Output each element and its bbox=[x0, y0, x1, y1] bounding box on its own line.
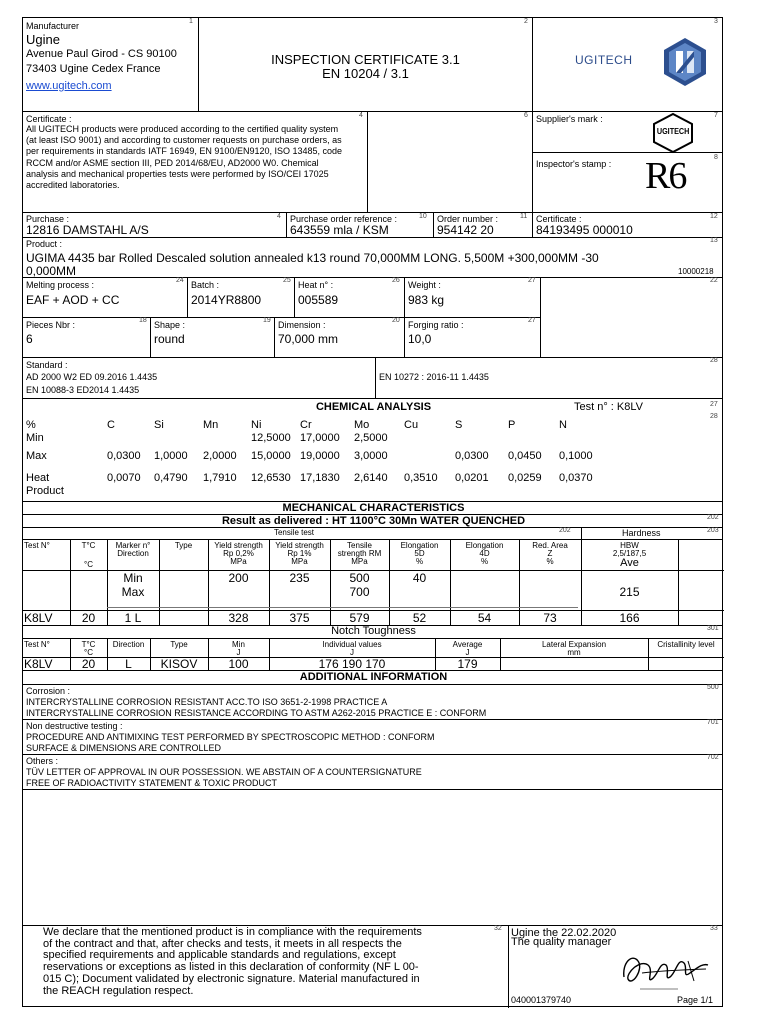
field-number: 10 bbox=[419, 213, 427, 220]
field-number: 28 bbox=[710, 413, 718, 420]
notch-col-average-unit: J bbox=[465, 648, 470, 657]
certificate-statement-text: All UGITECH products were produced according to the certified quality system (at least ISO 9001) and according to customer requests on purchase orders, as per requirements in standards IATF 16949, EN 9100/EN9120, ISO 13485, code RCCM and/or ASME section III, PED 2014/68/EU, AD2000 W0. Chemical analysis and mechanical properties tests were performed by ISO/CEI 17025 accredited laboratories. bbox=[26, 124, 343, 191]
chem-heat-label: Heat bbox=[26, 472, 50, 484]
heat-number-label: Heat n° : bbox=[298, 280, 334, 290]
notch-col-lateral-expansion-unit: mm bbox=[567, 648, 581, 657]
field-number: 11 bbox=[520, 213, 528, 220]
chem-max-label: Max bbox=[26, 450, 47, 462]
company-address-line2: 73403 Ugine Cedex France bbox=[26, 63, 161, 75]
col-tensile-unit: MPa bbox=[351, 557, 368, 566]
col-red-area: Red. Area bbox=[532, 541, 568, 550]
col-yield-02-sub: Rp 0,2% bbox=[223, 549, 254, 558]
col-yield-1: Yield strength bbox=[275, 541, 324, 550]
chem-heat-value: 0,3510 bbox=[404, 472, 438, 484]
field-number: 7 bbox=[714, 112, 718, 119]
additional-info-title: ADDITIONAL INFORMATION bbox=[299, 671, 448, 683]
others-line1: TÜV LETTER OF APPROVAL IN OUR POSSESSION. WE ABSTAIN OF A COUNTERSIGNATURE bbox=[26, 767, 422, 777]
field-number: 500 bbox=[707, 684, 719, 691]
forging-ratio-label: Forging ratio : bbox=[408, 320, 464, 330]
shape-value: round bbox=[154, 332, 185, 346]
col-test-number: Test N° bbox=[24, 541, 50, 550]
notch-col-temperature: T°C bbox=[81, 640, 96, 649]
ndt-label: Non destructive testing : bbox=[26, 721, 123, 731]
col-tensile: Tensile bbox=[347, 541, 372, 550]
mech-min-label: Min bbox=[123, 571, 143, 585]
standard-line2: EN 10088-3 ED2014 1.4435 bbox=[26, 385, 140, 395]
certificate-number-label: Certificate : bbox=[536, 214, 582, 224]
others-label: Others : bbox=[26, 756, 59, 766]
corrosion-label: Corrosion : bbox=[26, 686, 71, 696]
notch-result-test-number: K8LV bbox=[24, 657, 53, 671]
chem-max-value: 1,0000 bbox=[154, 450, 188, 462]
order-number-label: Order number : bbox=[437, 214, 499, 224]
chem-max-value: 2,0000 bbox=[203, 450, 237, 462]
ugitech-logo-icon bbox=[663, 37, 707, 87]
notch-col-average: Average bbox=[452, 640, 483, 649]
page-number: Page 1/1 bbox=[677, 995, 714, 1005]
inspectors-stamp-text: R6 bbox=[645, 155, 686, 197]
chem-heat-value: 2,6140 bbox=[354, 472, 388, 484]
pieces-number-value: 6 bbox=[26, 332, 33, 346]
chem-heat-value: 17,1830 bbox=[300, 472, 340, 484]
purchase-order-label: Purchase order reference : bbox=[290, 214, 398, 224]
chem-min-label: Min bbox=[26, 432, 44, 444]
notch-result-average: 179 bbox=[457, 657, 478, 671]
chem-element-header: N bbox=[559, 419, 567, 431]
notch-result-direction: L bbox=[125, 657, 132, 671]
field-number: 1 bbox=[189, 18, 193, 25]
standard-label: Standard : bbox=[26, 360, 68, 370]
field-number: 24 bbox=[176, 277, 184, 284]
field-number: 301 bbox=[707, 625, 719, 632]
notch-col-cristallinity: Cristallinity level bbox=[657, 640, 715, 649]
certificate-title: INSPECTION CERTIFICATE 3.1 bbox=[271, 52, 460, 67]
mech-max-label: Max bbox=[121, 585, 145, 599]
notch-col-direction: Direction bbox=[112, 640, 145, 649]
notch-col-min: Min bbox=[232, 640, 245, 649]
company-website-link[interactable]: www.ugitech.com bbox=[26, 80, 112, 92]
suppliers-mark-label: Supplier's mark : bbox=[536, 114, 603, 124]
melting-process-value: EAF + AOD + CC bbox=[26, 293, 120, 307]
field-number: 20 bbox=[392, 317, 400, 324]
chem-element-header: Cr bbox=[300, 419, 312, 431]
col-hbw: HBW bbox=[620, 541, 639, 550]
mech-result-tensile: 579 bbox=[349, 611, 370, 625]
chem-heat-value: 0,0070 bbox=[107, 472, 141, 484]
dimension-value: 70,000 mm bbox=[278, 332, 339, 346]
chemical-test-number: Test n° : K8LV bbox=[574, 401, 644, 413]
corrosion-line2: INTERCRYSTALLINE CORROSION RESISTANCE ACCORDING TO ASTM A262-2015 PRACTICE E : CONFORM bbox=[26, 708, 487, 718]
notch-col-lateral-expansion: Lateral Expansion bbox=[541, 640, 607, 649]
field-number: 8 bbox=[714, 154, 718, 161]
batch-value: 2014YR8800 bbox=[191, 293, 262, 307]
chem-heat-value: 1,7910 bbox=[203, 472, 237, 484]
ndt-line2: SURFACE & DIMENSIONS ARE CONTROLLED bbox=[26, 743, 222, 753]
others-line2: FREE OF RADIOACTIVITY STATEMENT & TOXIC PRODUCT bbox=[26, 778, 278, 788]
field-number: 701 bbox=[707, 719, 719, 726]
mech-min-yield-02: 200 bbox=[228, 571, 249, 585]
mech-result-yield-1: 375 bbox=[289, 611, 310, 625]
mech-result-elong-4d: 54 bbox=[477, 611, 492, 625]
col-temperature: T°C bbox=[81, 541, 96, 550]
chem-max-value: 0,0300 bbox=[455, 450, 489, 462]
mech-result-elong-5d: 52 bbox=[412, 611, 427, 625]
chem-min-value: 2,5000 bbox=[354, 432, 388, 444]
pieces-number-label: Pieces Nbr : bbox=[26, 320, 76, 330]
field-number: 27 bbox=[528, 317, 536, 324]
company-address-line1: Avenue Paul Girod - CS 90100 bbox=[26, 48, 177, 60]
col-marker: Marker n° bbox=[115, 541, 151, 550]
col-elong-4d-sub: 4D bbox=[479, 549, 490, 558]
forging-ratio-value: 10,0 bbox=[408, 332, 432, 346]
mech-max-tensile: 700 bbox=[349, 585, 370, 599]
ugitech-logo-text: UGITECH bbox=[575, 53, 633, 67]
certificate-statement-label: Certificate : bbox=[26, 114, 72, 124]
purchase-order-value: 643559 mla / KSM bbox=[290, 223, 389, 237]
col-tensile-sub: strength RM bbox=[337, 549, 382, 558]
chem-element-header: Ni bbox=[251, 419, 262, 431]
col-red-area-sub: Z bbox=[547, 549, 553, 558]
certificate-page bbox=[22, 17, 723, 1007]
mech-result-temperature: 20 bbox=[81, 611, 96, 625]
weight-value: 983 kg bbox=[408, 293, 445, 307]
mech-max-hbw: 215 bbox=[619, 585, 640, 599]
field-number: 4 bbox=[277, 213, 281, 220]
suppliers-mark-text: UGITECH bbox=[656, 126, 690, 136]
standard-line1: AD 2000 W2 ED 09.2016 1.4435 bbox=[26, 372, 158, 382]
chem-max-value: 19,0000 bbox=[300, 450, 340, 462]
field-number: 3 bbox=[714, 18, 718, 25]
notch-toughness-title: Notch Toughness bbox=[331, 625, 416, 637]
col-elong-5d-unit: % bbox=[415, 557, 424, 566]
col-yield-1-unit: MPa bbox=[291, 557, 308, 566]
field-number: 26 bbox=[392, 277, 400, 284]
mech-min-elong-5d: 40 bbox=[412, 571, 427, 585]
notch-col-temperature-unit: °C bbox=[84, 648, 93, 657]
col-elong-5d-sub: 5D bbox=[414, 549, 425, 558]
mech-result-yield-02: 328 bbox=[228, 611, 249, 625]
field-number: 12 bbox=[710, 213, 718, 220]
place-date: Ugine the 22.02.2020 bbox=[511, 927, 617, 939]
product-label: Product : bbox=[26, 239, 63, 249]
certificate-number-value: 84193495 000010 bbox=[536, 223, 633, 237]
field-number: 18 bbox=[139, 317, 147, 324]
chem-max-value: 15,0000 bbox=[251, 450, 291, 462]
percent-label: % bbox=[26, 419, 36, 431]
mech-result-marker: 1 L bbox=[124, 611, 142, 625]
quality-manager-label: The quality manager bbox=[511, 936, 612, 948]
corrosion-line1: INTERCRYSTALLINE CORROSION RESISTANT ACC.TO ISO 3651-2-1998 PRACTICE A bbox=[26, 697, 388, 707]
field-number: 19 bbox=[263, 317, 271, 324]
chem-element-header: C bbox=[107, 419, 115, 431]
col-elong-4d: Elongation bbox=[465, 541, 504, 550]
product-description-line1: UGIMA 4435 bar Rolled Descaled solution annealed k13 round 70,000MM LONG. 5,500M +300,000MM -30 bbox=[26, 251, 599, 265]
chem-element-header: P bbox=[508, 419, 516, 431]
mechanical-result-delivered: Result as delivered : HT 1100°C 30Mn WATER QUENCHED bbox=[221, 515, 526, 527]
hardness-label: Hardness bbox=[622, 528, 661, 538]
product-description-line2: 0,000MM bbox=[26, 264, 77, 278]
field-number: 702 bbox=[707, 754, 719, 761]
field-number: 6 bbox=[524, 112, 528, 119]
product-code: 10000218 bbox=[678, 267, 714, 276]
col-hbw-ave: Ave bbox=[620, 557, 639, 569]
field-number: 202 bbox=[707, 514, 719, 521]
col-red-area-unit: % bbox=[546, 557, 554, 566]
mechanical-title: MECHANICAL CHARACTERISTICS bbox=[282, 502, 465, 514]
chem-element-header: Mn bbox=[203, 419, 219, 431]
chem-heat-value: 0,4790 bbox=[154, 472, 188, 484]
chem-min-value: 17,0000 bbox=[300, 432, 340, 444]
col-direction: Direction bbox=[117, 549, 149, 558]
weight-label: Weight : bbox=[408, 280, 441, 290]
chem-max-value: 0,1000 bbox=[559, 450, 593, 462]
quality-manager-signature bbox=[618, 943, 713, 993]
field-number: 27 bbox=[528, 277, 536, 284]
field-number: 13 bbox=[710, 237, 718, 244]
melting-process-label: Melting process : bbox=[26, 280, 95, 290]
chem-element-header: Si bbox=[154, 419, 164, 431]
mech-result-test-number: K8LV bbox=[24, 611, 53, 625]
col-yield-02: Yield strength bbox=[214, 541, 263, 550]
field-number: 22 bbox=[710, 277, 718, 284]
dimension-label: Dimension : bbox=[278, 320, 326, 330]
notch-col-individual: Individual values bbox=[322, 640, 382, 649]
notch-result-min: 100 bbox=[228, 657, 249, 671]
heat-number-value: 005589 bbox=[298, 293, 339, 307]
company-name: Ugine bbox=[26, 32, 60, 47]
ndt-line1: PROCEDURE AND ANTIMIXING TEST PERFORMED BY SPECTROSCOPIC METHOD : CONFORM bbox=[26, 732, 435, 742]
standard-right: EN 10272 : 2016-11 1.4435 bbox=[379, 372, 489, 382]
field-number: 25 bbox=[283, 277, 291, 284]
chem-element-header: Mo bbox=[354, 419, 370, 431]
certificate-standard: EN 10204 / 3.1 bbox=[322, 66, 409, 81]
chem-max-value: 0,0300 bbox=[107, 450, 141, 462]
mech-min-tensile: 500 bbox=[349, 571, 370, 585]
col-yield-1-sub: Rp 1% bbox=[287, 549, 312, 558]
batch-label: Batch : bbox=[191, 280, 220, 290]
col-temperature-unit: °C bbox=[84, 560, 93, 569]
chem-min-value: 12,5000 bbox=[251, 432, 291, 444]
field-number: 33 bbox=[710, 925, 718, 932]
field-number: 4 bbox=[359, 112, 363, 119]
notch-col-test-number: Test N° bbox=[24, 640, 50, 649]
declaration-text: We declare that the mentioned product is in compliance with the requirements of the contract and that, after checks and tests, it meets in all respects the specified requirements and applicable standards and regulations, except reservations or exceptions as listed in this declaration of conformity (NF L 00-015 C); Document validated by electronic signature. Material manufactured in the REACH regulation respect. bbox=[43, 926, 422, 997]
purchase-value: 12816 DAMSTAHL A/S bbox=[26, 223, 149, 237]
purchase-label: Purchase : bbox=[26, 214, 70, 224]
chem-heat-value: 0,0370 bbox=[559, 472, 593, 484]
field-number: 202 bbox=[559, 527, 571, 534]
notch-result-individual: 176 190 170 bbox=[318, 657, 386, 671]
chem-max-value: 0,0450 bbox=[508, 450, 542, 462]
mech-result-red-area: 73 bbox=[543, 611, 557, 625]
field-number: 2 bbox=[524, 18, 528, 25]
col-elong-4d-unit: % bbox=[480, 557, 489, 566]
chem-max-value: 3,0000 bbox=[354, 450, 388, 462]
mech-result-hbw: 166 bbox=[619, 611, 640, 625]
manufacturer-label: Manufacturer bbox=[26, 21, 80, 31]
col-hbw-sub: 2,5/187,5 bbox=[612, 549, 647, 558]
mech-min-yield-1: 235 bbox=[289, 571, 310, 585]
col-type: Type bbox=[174, 541, 193, 550]
chemical-analysis-title: CHEMICAL ANALYSIS bbox=[315, 401, 432, 413]
field-number: 28 bbox=[710, 357, 718, 364]
col-elong-5d: Elongation bbox=[400, 541, 439, 550]
inspectors-stamp-label: Inspector's stamp : bbox=[536, 159, 612, 169]
notch-col-min-unit: J bbox=[236, 648, 241, 657]
notch-result-temperature: 20 bbox=[81, 657, 96, 671]
notch-col-individual-unit: J bbox=[350, 648, 354, 657]
chem-product-label: Product bbox=[26, 485, 64, 497]
document-number: 040001379740 bbox=[511, 995, 572, 1005]
shape-label: Shape : bbox=[154, 320, 186, 330]
chem-element-header: S bbox=[455, 419, 463, 431]
chem-heat-value: 0,0259 bbox=[508, 472, 542, 484]
field-number: 203 bbox=[707, 527, 719, 534]
field-number: 32 bbox=[494, 925, 502, 932]
col-yield-02-unit: MPa bbox=[230, 557, 247, 566]
tensile-test-label: Tensile test bbox=[273, 528, 315, 537]
chem-element-header: Cu bbox=[404, 419, 419, 431]
order-number-value: 954142 20 bbox=[437, 223, 494, 237]
notch-col-type: Type bbox=[170, 640, 188, 649]
field-number: 27 bbox=[710, 401, 718, 408]
notch-result-type: KISOV bbox=[160, 657, 198, 671]
chem-heat-value: 0,0201 bbox=[455, 472, 489, 484]
chem-heat-value: 12,6530 bbox=[251, 472, 291, 484]
